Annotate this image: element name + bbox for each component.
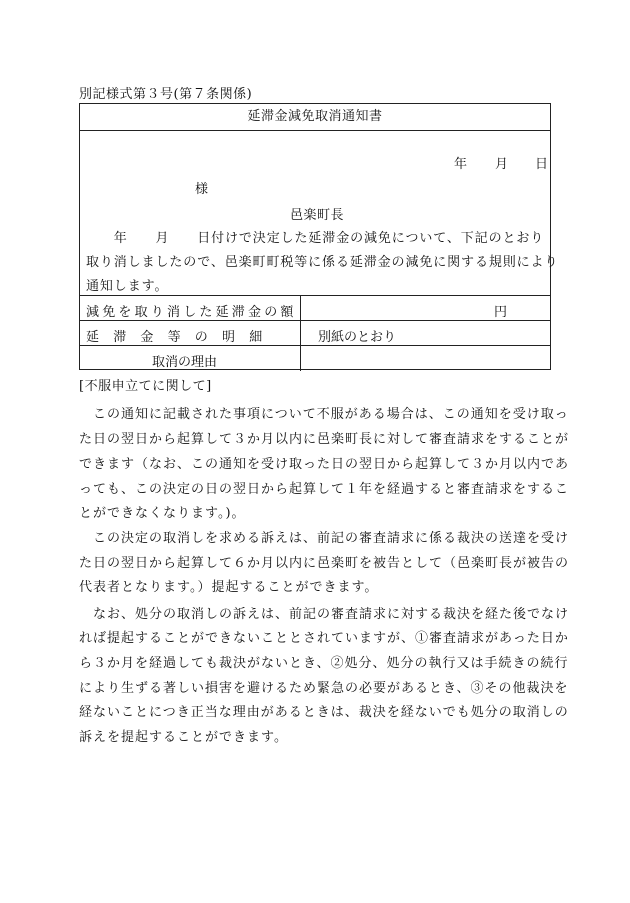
table-row-details	[80, 320, 550, 346]
date-day-label: 日	[535, 157, 549, 172]
cancelled-amount-label: 減免を取り消した延滞金の額	[86, 305, 297, 320]
appeal-text-line: っても、この決定の日の翌日から起算して１年を経過すると審査請求をするこ	[79, 482, 570, 497]
table-row-reason	[80, 345, 550, 371]
cancellation-reason-label: 取消の理由	[152, 355, 218, 370]
issuer-name: 邑楽町長	[290, 208, 345, 223]
addressee-honorific: 様	[195, 182, 209, 197]
appeal-text-line: この決定の取消しを求める訴えは、前記の審査請求に係る裁決の送達を受け	[79, 531, 570, 546]
details-label: 延 滞 金 等 の 明 細	[86, 330, 263, 345]
appeal-text-line: 経ないことにつき正当な理由があるときは、裁決を経ないでも処分の取消しの	[79, 705, 569, 720]
appeal-text-line: なお、処分の取消しの訴えは、前記の審査請求に対する裁決を経た後でなけ	[79, 607, 570, 622]
appeal-text-line: ら３か月を経過しても裁決がないとき、②処分、処分の執行又は手続きの続行	[79, 656, 569, 671]
details-value: 別紙のとおり	[318, 330, 397, 345]
date-month-label: 月	[495, 157, 509, 172]
appeal-text-line: れば提起することができないこととされていますが、①審査請求があった日か	[79, 631, 569, 646]
table-row-cancelled-amount	[80, 295, 550, 321]
notice-body-line: 通知します。	[86, 279, 169, 294]
yen-unit-label: 円	[494, 305, 508, 320]
date-year-label: 年	[454, 157, 468, 172]
appeal-text-line: 代表者となります。）提起することができます。	[79, 580, 379, 595]
appeal-text-line: た日の翌日から起算して３か月以内に邑楽町長に対して審査請求をすることが	[79, 432, 570, 447]
appeal-text-line: 訴えを提起することができます。	[79, 730, 288, 745]
document-title: 延滞金減免取消通知書	[80, 104, 550, 131]
notice-body-line: 年 月 日付けで決定した延滞金の減免について、下記のとおり	[86, 231, 545, 246]
notice-body-line: 取り消しましたので、邑楽町町税等に係る延滞金の減免に関する規則により	[86, 255, 559, 270]
appeal-text-line: できます（なお、この通知を受け取った日の翌日から起算して３か月以内であ	[79, 457, 570, 472]
form-number-label: 別記様式第３号(第７条関係)	[79, 87, 253, 102]
appeal-text-line: た日の翌日から起算して６か月以内に邑楽町を被告として（邑楽町長が被告の	[79, 556, 570, 571]
appeal-text-line: この通知に記載された事項について不服がある場合は、この通知を受け取っ	[79, 407, 569, 422]
appeal-text-line: により生ずる著しい損害を避けるため緊急の必要があるとき、③その他裁決を	[79, 681, 569, 696]
notice-form-box	[79, 103, 559, 370]
appeal-section-heading: [不服申立てに関して]	[79, 379, 212, 394]
appeal-text-line: とができなくなります。)。	[79, 506, 246, 521]
